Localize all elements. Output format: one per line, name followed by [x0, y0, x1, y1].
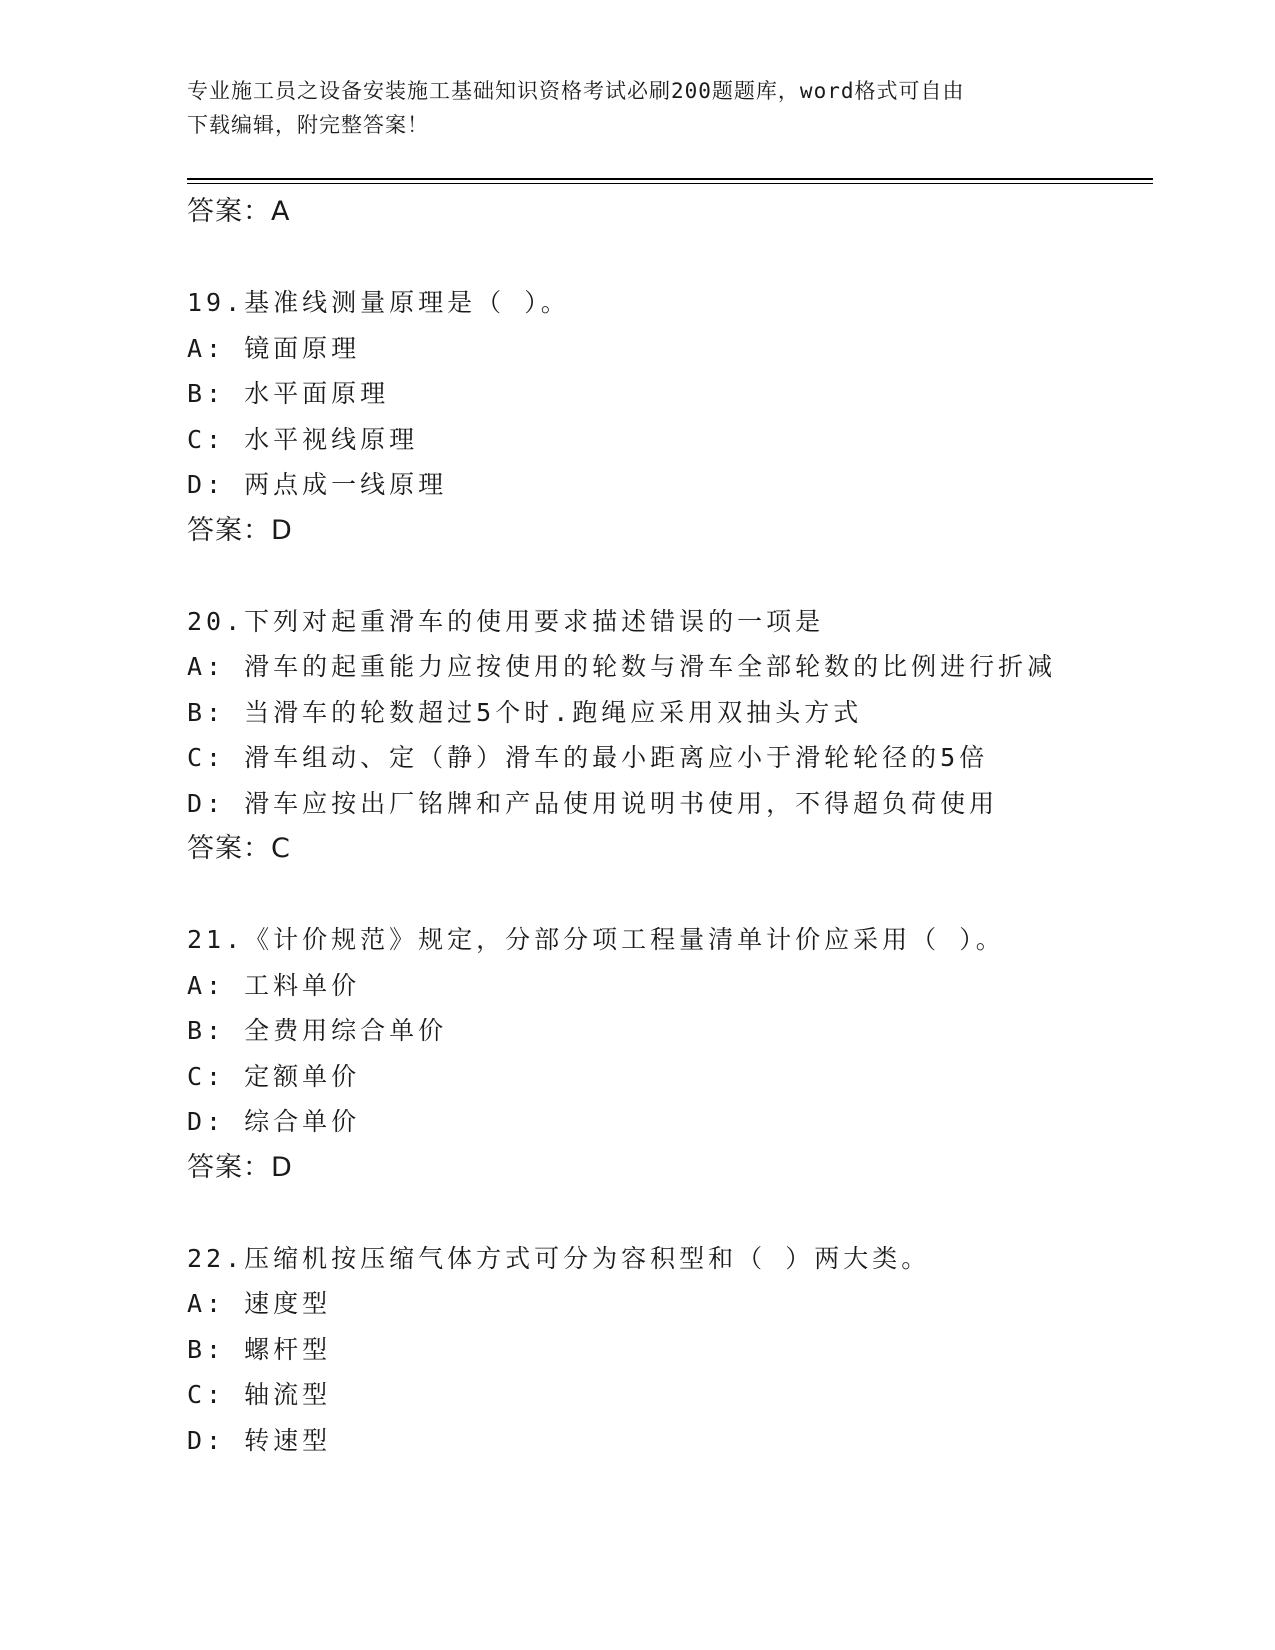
- option-d: D: 转速型: [187, 1425, 332, 1455]
- answer-label: 答案：D: [187, 514, 293, 546]
- spacer: [187, 1190, 1147, 1236]
- question-list: [187, 189, 1147, 1463]
- header-divider-thick: [187, 178, 1153, 180]
- option-a: A: 速度型: [187, 1289, 332, 1318]
- spacer: [187, 553, 1147, 599]
- header-title-line-2: 下载编辑，附完整答案！: [187, 113, 429, 137]
- spacer: [187, 872, 1147, 918]
- option-c: C: 定额单价: [187, 1061, 361, 1091]
- previous-answer: 答案：A: [187, 196, 291, 227]
- option-d: D: 综合单价: [187, 1107, 361, 1136]
- option-c: C: 水平视线原理: [187, 424, 419, 454]
- option-a: A: 工料单价: [187, 970, 361, 1000]
- option-c: C: 滑车组动、定（静）滑车的最小距离应小于滑轮轮径的5倍: [187, 743, 989, 772]
- option-b: B: 水平面原理: [187, 379, 390, 408]
- question-stem: 20.下列对起重滑车的使用要求描述错误的一项是: [187, 606, 825, 636]
- option-d: D: 滑车应按出厂铭牌和产品使用说明书使用，不得超负荷使用: [187, 788, 999, 818]
- question-stem: 22.压缩机按压缩气体方式可分为容积型和（ ）两大类。: [187, 1243, 931, 1273]
- question-21: [187, 917, 1147, 1190]
- answer-label: 答案：D: [187, 1151, 293, 1183]
- question-22: [187, 1236, 1147, 1464]
- option-a: A: 镜面原理: [187, 333, 361, 363]
- spacer: [187, 235, 1147, 281]
- option-b: B: 全费用综合单价: [187, 1016, 448, 1045]
- answer-label: 答案：C: [187, 833, 291, 864]
- question-19: [187, 280, 1147, 553]
- option-d: D: 两点成一线原理: [187, 470, 448, 499]
- question-stem: 21.《计价规范》规定，分部分项工程量清单计价应采用（ ）。: [187, 925, 1005, 954]
- option-c: C: 轴流型: [187, 1380, 332, 1409]
- question-stem: 19.基准线测量原理是（ ）。: [187, 288, 570, 317]
- document-header: [187, 74, 1087, 142]
- header-divider-thin: [187, 183, 1153, 184]
- option-a: A: 滑车的起重能力应按使用的轮数与滑车全部轮数的比例进行折减: [187, 652, 1057, 681]
- header-title-line-1: 专业施工员之设备安装施工基础知识资格考试必刷200题题库，word格式可自由: [187, 79, 965, 103]
- option-b: B: 螺杆型: [187, 1334, 332, 1364]
- option-b: B: 当滑车的轮数超过5个时.跑绳应采用双抽头方式: [187, 697, 863, 727]
- question-20: [187, 599, 1147, 872]
